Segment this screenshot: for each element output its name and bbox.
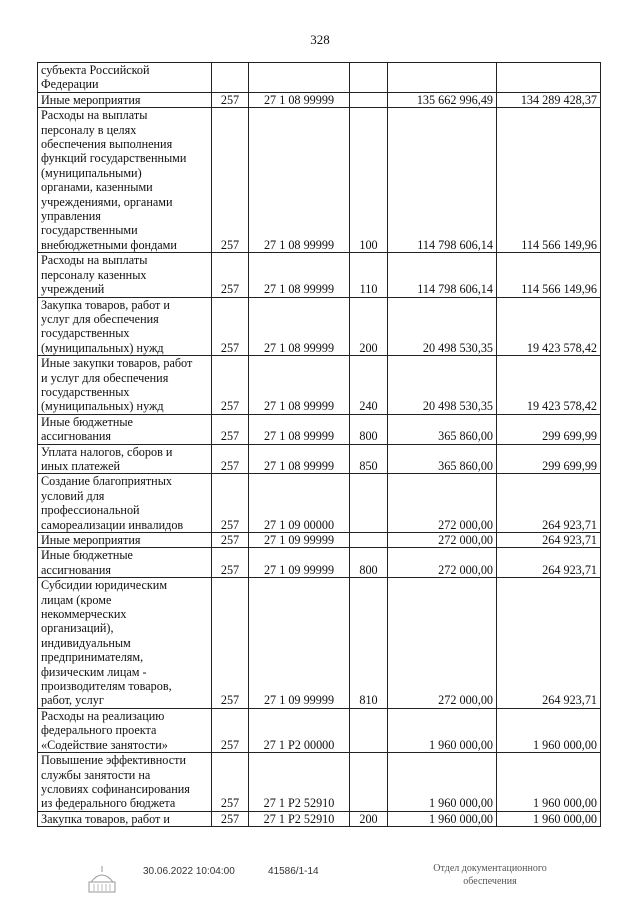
row-csr-cell: 27 1 08 99999 — [249, 297, 350, 356]
row-sum-executed-cell: 19 423 578,42 — [497, 297, 601, 356]
table-row — [38, 753, 601, 812]
row-vr-cell — [350, 92, 388, 107]
row-ved-cell: 257 — [212, 708, 249, 752]
row-ved-cell: 257 — [212, 253, 249, 297]
table-row — [38, 108, 601, 253]
row-vr-cell: 110 — [350, 253, 388, 297]
row-sum-executed-cell: 264 923,71 — [497, 578, 601, 709]
row-ved-cell: 257 — [212, 474, 249, 533]
row-name-cell: Иные мероприятия — [38, 533, 212, 548]
row-name-cell: Закупка товаров, работ и — [38, 811, 212, 826]
table-row — [38, 92, 601, 107]
row-sum-2021-cell: 272 000,00 — [388, 474, 497, 533]
row-sum-executed-cell: 299 699,99 — [497, 444, 601, 474]
row-vr-cell: 240 — [350, 356, 388, 415]
row-vr-cell — [350, 753, 388, 812]
table-row — [38, 297, 601, 356]
row-sum-2021-cell: 1 960 000,00 — [388, 708, 497, 752]
row-vr-cell: 810 — [350, 578, 388, 709]
row-vr-cell: 100 — [350, 108, 388, 253]
row-sum-executed-cell: 264 923,71 — [497, 533, 601, 548]
budget-table-body — [38, 63, 601, 827]
row-vr-cell — [350, 474, 388, 533]
row-name-cell: Иные закупки товаров, работ и услуг для обеспечения государственных (муниципальных) нужд — [38, 356, 212, 415]
row-sum-2021-cell: 20 498 530,35 — [388, 297, 497, 356]
table-row — [38, 474, 601, 533]
table-row — [38, 444, 601, 474]
row-csr-cell: 27 1 09 99999 — [249, 533, 350, 548]
table-row — [38, 548, 601, 578]
row-csr-cell: 27 1 09 99999 — [249, 548, 350, 578]
row-sum-executed-cell: 1 960 000,00 — [497, 753, 601, 812]
row-vr-cell: 200 — [350, 297, 388, 356]
row-vr-cell — [350, 708, 388, 752]
row-name-cell: Расходы на выплаты персоналу в целях обеспечения выполнения функций государственными (муниципальными) органами, казенными учреждениями, органами управления государственными внебюджетными фондами — [38, 108, 212, 253]
row-csr-cell: 27 1 08 99999 — [249, 92, 350, 107]
row-csr-cell: 27 1 08 99999 — [249, 356, 350, 415]
row-sum-2021-cell: 272 000,00 — [388, 578, 497, 709]
row-sum-executed-cell: 264 923,71 — [497, 548, 601, 578]
row-csr-cell: 27 1 P2 00000 — [249, 708, 350, 752]
row-name-cell: Повышение эффективности службы занятости на условиях софинансирования из федерального бюджета — [38, 753, 212, 812]
row-sum-executed-cell: 264 923,71 — [497, 474, 601, 533]
row-sum-executed-cell: 134 289 428,37 — [497, 92, 601, 107]
row-vr-cell: 800 — [350, 414, 388, 444]
row-sum-executed-cell: 114 566 149,96 — [497, 253, 601, 297]
row-ved-cell: 257 — [212, 533, 249, 548]
row-name-cell: Иные бюджетные ассигнования — [38, 548, 212, 578]
footer-doc-number: 41586/1-14 — [268, 866, 319, 877]
row-csr-cell: 27 1 09 00000 — [249, 474, 350, 533]
table-row — [38, 414, 601, 444]
table-row — [38, 356, 601, 415]
row-csr-cell: 27 1 P2 52910 — [249, 753, 350, 812]
row-csr-cell: 27 1 P2 52910 — [249, 811, 350, 826]
row-name-cell: Иные бюджетные ассигнования — [38, 414, 212, 444]
row-name-cell: Расходы на выплаты персоналу казенных учреждений — [38, 253, 212, 297]
table-row — [38, 253, 601, 297]
row-csr-cell: 27 1 08 99999 — [249, 444, 350, 474]
row-vr-cell: 850 — [350, 444, 388, 474]
row-sum-2021-cell: 114 798 606,14 — [388, 108, 497, 253]
row-csr-cell — [249, 63, 350, 93]
row-sum-2021-cell: 135 662 996,49 — [388, 92, 497, 107]
footer-datetime: 30.06.2022 10:04:00 — [143, 866, 235, 877]
row-vr-cell — [350, 533, 388, 548]
row-sum-2021-cell: 272 000,00 — [388, 533, 497, 548]
row-sum-executed-cell: 299 699,99 — [497, 414, 601, 444]
row-vr-cell — [350, 63, 388, 93]
row-vr-cell: 800 — [350, 548, 388, 578]
row-ved-cell: 257 — [212, 548, 249, 578]
budget-table — [37, 62, 601, 827]
table-row — [38, 63, 601, 93]
row-sum-2021-cell: 365 860,00 — [388, 414, 497, 444]
row-ved-cell: 257 — [212, 811, 249, 826]
row-ved-cell: 257 — [212, 92, 249, 107]
row-sum-2021-cell: 272 000,00 — [388, 548, 497, 578]
page-number: 328 — [310, 32, 330, 47]
row-ved-cell — [212, 63, 249, 93]
row-csr-cell: 27 1 08 99999 — [249, 108, 350, 253]
table-row — [38, 533, 601, 548]
row-name-cell: Уплата налогов, сборов и иных платежей — [38, 444, 212, 474]
row-ved-cell: 257 — [212, 753, 249, 812]
row-sum-executed-cell: 114 566 149,96 — [497, 108, 601, 253]
row-ved-cell: 257 — [212, 108, 249, 253]
row-ved-cell: 257 — [212, 356, 249, 415]
row-sum-2021-cell: 114 798 606,14 — [388, 253, 497, 297]
table-row — [38, 578, 601, 709]
row-name-cell: Иные мероприятия — [38, 92, 212, 107]
row-csr-cell: 27 1 08 99999 — [249, 414, 350, 444]
row-csr-cell: 27 1 08 99999 — [249, 253, 350, 297]
row-sum-executed-cell — [497, 63, 601, 93]
footer — [0, 862, 640, 902]
row-name-cell: субъекта Российской Федерации — [38, 63, 212, 93]
table-row — [38, 811, 601, 826]
row-csr-cell: 27 1 09 99999 — [249, 578, 350, 709]
row-sum-2021-cell: 1 960 000,00 — [388, 811, 497, 826]
row-sum-2021-cell — [388, 63, 497, 93]
duma-emblem-icon — [85, 862, 119, 896]
row-name-cell: Расходы на реализацию федерального проекта «Содействие занятости» — [38, 708, 212, 752]
footer-department: Отдел документационного обеспечения — [433, 863, 547, 887]
row-name-cell: Создание благоприятных условий для профессиональной самореализации инвалидов — [38, 474, 212, 533]
row-ved-cell: 257 — [212, 444, 249, 474]
row-sum-2021-cell: 1 960 000,00 — [388, 753, 497, 812]
row-ved-cell: 257 — [212, 414, 249, 444]
row-sum-executed-cell: 19 423 578,42 — [497, 356, 601, 415]
row-vr-cell: 200 — [350, 811, 388, 826]
row-sum-2021-cell: 365 860,00 — [388, 444, 497, 474]
row-sum-executed-cell: 1 960 000,00 — [497, 708, 601, 752]
row-name-cell: Закупка товаров, работ и услуг для обеспечения государственных (муниципальных) нужд — [38, 297, 212, 356]
row-sum-2021-cell: 20 498 530,35 — [388, 356, 497, 415]
row-sum-executed-cell: 1 960 000,00 — [497, 811, 601, 826]
row-ved-cell: 257 — [212, 578, 249, 709]
table-row — [38, 708, 601, 752]
row-name-cell: Субсидии юридическим лицам (кроме некоммерческих организаций), индивидуальным предпринимателям, физическим лицам - производителям товаров, работ, услуг — [38, 578, 212, 709]
row-ved-cell: 257 — [212, 297, 249, 356]
